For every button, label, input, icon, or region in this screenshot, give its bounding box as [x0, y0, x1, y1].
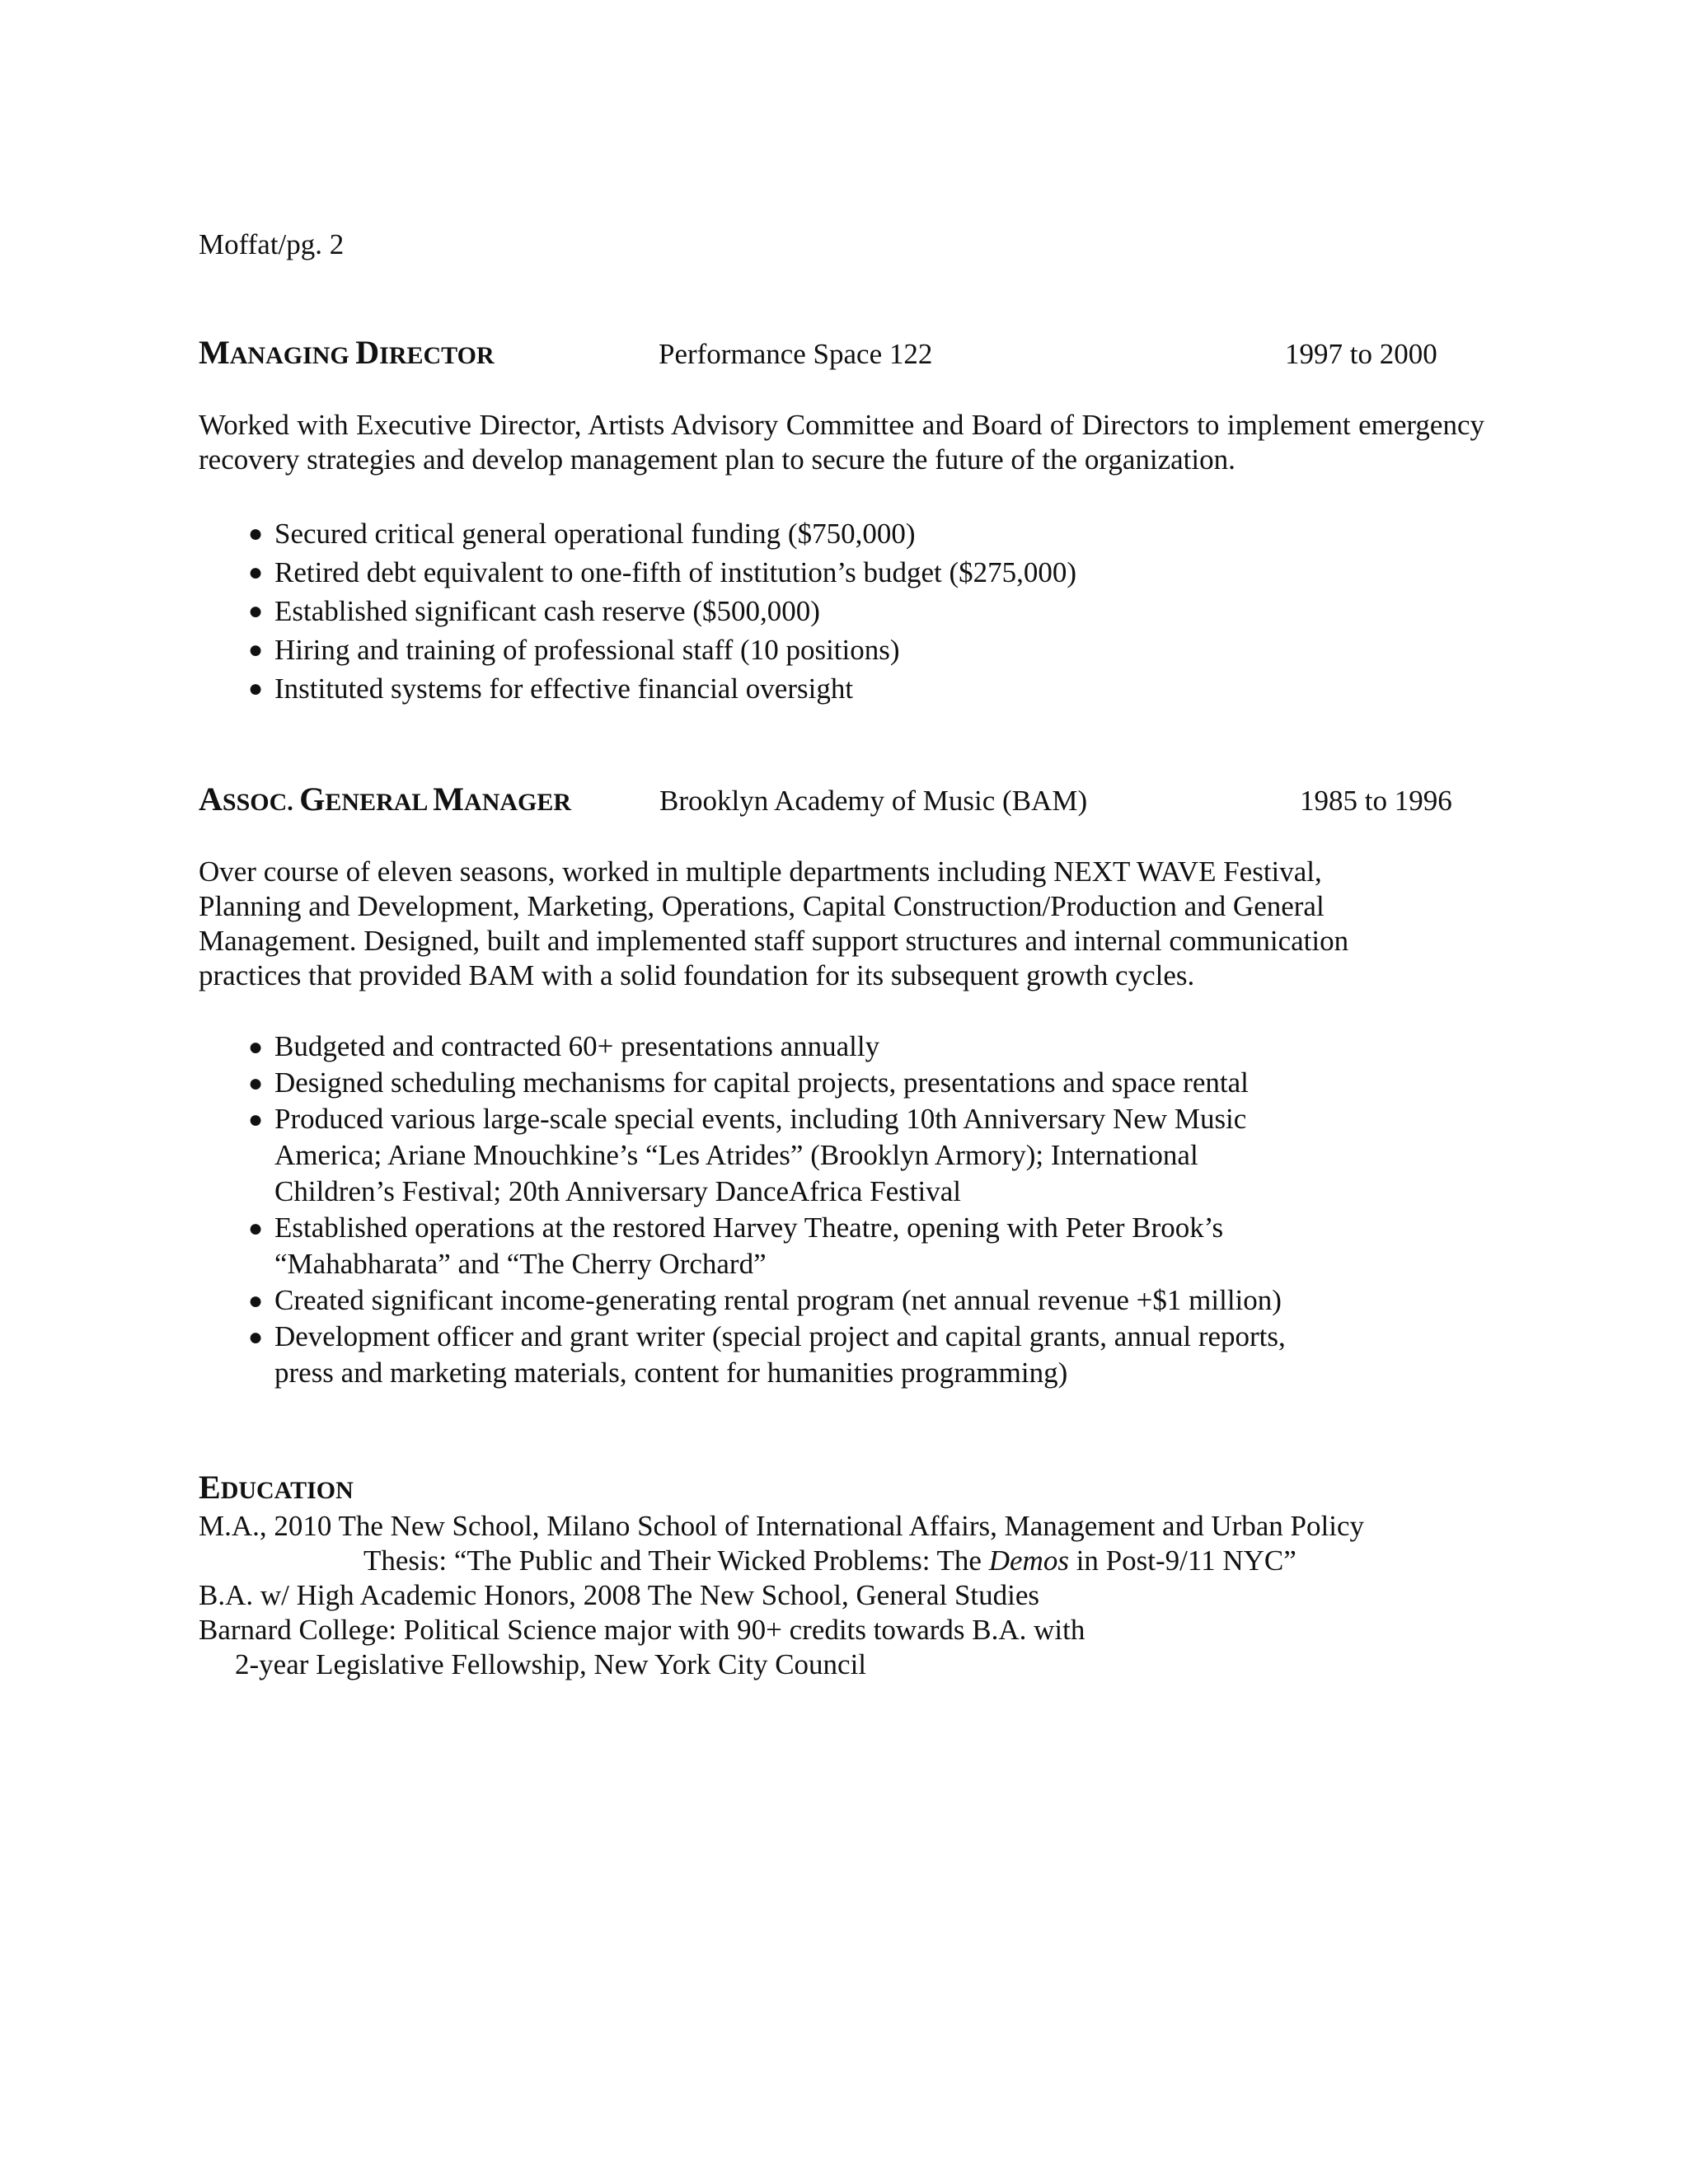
assoc-general-manager-title: [199, 781, 571, 821]
title-cap: D: [355, 334, 380, 371]
title-smallcaps: DUCATION: [220, 1477, 354, 1504]
assoc-general-manager-organization: Brooklyn Academy of Music (BAM): [659, 785, 1088, 817]
bullet-dot-icon: ●: [248, 520, 264, 547]
bullet-item: [248, 1065, 1286, 1101]
title-smallcaps: ANAGER: [464, 789, 572, 816]
title-cap: M: [433, 780, 465, 818]
education-fellowship: 2-year Legislative Fellowship, New York City Council: [235, 1648, 867, 1680]
bullet-item: [248, 1101, 1286, 1210]
bullet-dot-icon: ●: [248, 675, 264, 702]
title-cap: E: [199, 1469, 221, 1506]
summary-line: practices that provided BAM with a solid foundation for its subsequent growth cycles.: [199, 959, 1195, 991]
title-cap: G: [299, 780, 326, 818]
education-thesis: [363, 1544, 1296, 1578]
bullet-item: [248, 553, 1077, 592]
education-ba: B.A. w/ High Academic Honors, 2008 The New School, General Studies: [199, 1579, 1040, 1611]
bullet-item: [248, 1282, 1286, 1319]
title-cap: M: [199, 334, 230, 371]
bullet-dot-icon: ●: [248, 1033, 264, 1061]
bullet-text: Retired debt equivalent to one-fifth of institution’s budget ($275,000): [274, 556, 1077, 588]
bullet-text: Established operations at the restored Harvey Theatre, opening with Peter Brook’s: [274, 1212, 1224, 1244]
bullet-dot-icon: ●: [248, 559, 264, 586]
bullet-text: press and marketing materials, content for humanities programming): [274, 1357, 1068, 1389]
bullet-dot-icon: ●: [248, 1106, 264, 1133]
summary-line: Management. Designed, built and implemented staff support structures and internal communication: [199, 925, 1349, 957]
bullet-text: Produced various large-scale special events, including 10th Anniversary New Music: [274, 1103, 1247, 1135]
title-smallcaps: ANAGING: [229, 342, 356, 369]
bullet-text: Hiring and training of professional staff (10 positions): [274, 634, 900, 666]
bullet-dot-icon: ●: [248, 1287, 264, 1315]
thesis-italic: Demos: [988, 1544, 1069, 1577]
bullet-dot-icon: ●: [248, 1324, 264, 1351]
bullet-text: Children’s Festival; 20th Anniversary DanceAfrica Festival: [274, 1175, 962, 1207]
bullet-dot-icon: ●: [248, 598, 264, 625]
managing-director-dates: 1997 to 2000: [1285, 338, 1437, 370]
assoc-general-manager-summary: [199, 855, 1484, 993]
bullet-item: [248, 1210, 1286, 1282]
bullet-item: [248, 630, 1076, 669]
bullet-item: [248, 1319, 1286, 1391]
bullet-text: America; Ariane Mnouchkine’s “Les Atrides” (Brooklyn Armory); International: [274, 1139, 1198, 1171]
title-smallcaps: IRECTOR: [379, 342, 495, 369]
thesis-text: in Post-9/11 NYC”: [1068, 1544, 1296, 1577]
managing-director-title: [199, 335, 495, 374]
bullet-text: Secured critical general operational funding ($750,000): [274, 518, 916, 550]
bullet-text: Budgeted and contracted 60+ presentations annually: [274, 1030, 880, 1062]
summary-line: Planning and Development, Marketing, Operations, Capital Construction/Production and General: [199, 890, 1325, 922]
bullet-item: [248, 1029, 1286, 1065]
education-ma: M.A., 2010 The New School, Milano School of International Affairs, Management and Urban Policy: [199, 1510, 1364, 1542]
title-cap: A: [199, 780, 223, 818]
thesis-text: Thesis: “The Public and Their Wicked Problems: The: [363, 1544, 989, 1577]
bullet-dot-icon: ●: [248, 636, 264, 663]
title-smallcaps: SSOC.: [222, 789, 300, 816]
managing-director-organization: Performance Space 122: [659, 338, 933, 370]
page-label: Moffat/pg. 2: [199, 228, 345, 260]
bullet-item: [248, 514, 1076, 553]
bullet-item: [248, 669, 1076, 708]
bullet-text: Development officer and grant writer (special project and capital grants, annual reports,: [274, 1320, 1286, 1352]
bullet-text: “Mahabharata” and “The Cherry Orchard”: [274, 1248, 767, 1280]
bullet-text: Instituted systems for effective financial oversight: [274, 673, 854, 705]
managing-director-summary: Worked with Executive Director, Artists Advisory Committee and Board of Directors to implement emergency recovery strategies and develop management plan to secure the future of the organization.: [199, 409, 1484, 476]
assoc-general-manager-dates: 1985 to 1996: [1300, 785, 1452, 817]
bullet-dot-icon: ●: [248, 1070, 264, 1097]
assoc-general-manager-bullets: [248, 1029, 1286, 1391]
bullet-text: Designed scheduling mechanisms for capital projects, presentations and space rental: [274, 1066, 1249, 1099]
managing-director-bullets: [248, 514, 1077, 708]
education-title: [199, 1469, 354, 1509]
summary-line: Over course of eleven seasons, worked in multiple departments including NEXT WAVE Festival,: [199, 855, 1322, 888]
title-smallcaps: ENERAL: [325, 789, 434, 816]
education-barnard: Barnard College: Political Science major with 90+ credits towards B.A. with: [199, 1614, 1085, 1646]
bullet-item: [248, 592, 1076, 630]
bullet-text: Created significant income-generating rental program (net annual revenue +$1 million): [274, 1284, 1282, 1316]
bullet-text: Established significant cash reserve ($500,000): [274, 595, 820, 627]
bullet-dot-icon: ●: [248, 1215, 264, 1242]
